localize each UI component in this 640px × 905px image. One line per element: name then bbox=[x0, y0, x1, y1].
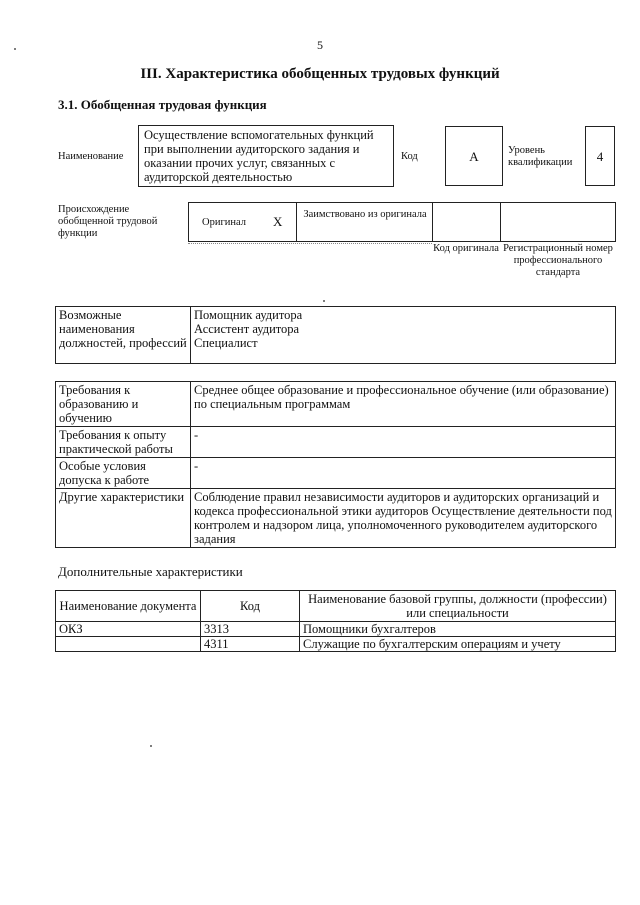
table-row bbox=[56, 637, 616, 652]
level-label: Уровень квалификации bbox=[508, 145, 573, 168]
table-cell: 4311 bbox=[201, 637, 300, 652]
code-original-label: Код оригинала bbox=[433, 243, 499, 254]
function-name-box: Осуществление вспомогательных функций при выполнении аудиторского задания и оказании прочих услуг, связанных с аудиторской деятельностью bbox=[138, 125, 394, 187]
table-row bbox=[56, 622, 616, 637]
reg-number-label: Регистрационный номер профессионального стандарта bbox=[503, 243, 613, 278]
section-title: III. Характеристика обобщенных трудовых функций bbox=[140, 66, 500, 82]
list-item: Помощник аудитора bbox=[194, 308, 303, 322]
table-row bbox=[56, 458, 616, 489]
table-cell: Помощники бухгалтеров bbox=[300, 622, 616, 637]
origin-label: Происхождение обобщенной трудовой функции bbox=[58, 204, 158, 239]
additional-table bbox=[55, 590, 616, 652]
column-header: Наименование документа bbox=[56, 591, 201, 622]
column-header: Код bbox=[201, 591, 300, 622]
origin-divider-3 bbox=[500, 203, 501, 241]
level-box bbox=[585, 126, 615, 186]
table-header-row bbox=[56, 591, 616, 622]
origin-table bbox=[188, 202, 616, 242]
origin-divider-2 bbox=[432, 203, 433, 241]
additional-title: Дополнительные характеристики bbox=[58, 564, 243, 579]
scan-speck bbox=[14, 48, 16, 50]
requirement-label: Особые условия допуска к работе bbox=[56, 458, 191, 489]
scan-speck bbox=[323, 300, 325, 302]
positions-label: Возможные наименования должностей, профессий bbox=[56, 307, 191, 364]
code-value: А bbox=[469, 149, 479, 164]
table-cell: ОКЗ bbox=[56, 622, 201, 637]
name-label: Наименование bbox=[58, 151, 124, 162]
requirement-label: Требования к опыту практической работы bbox=[56, 427, 191, 458]
requirement-value: - bbox=[191, 458, 616, 489]
scan-speck bbox=[150, 745, 152, 747]
code-box bbox=[445, 126, 503, 186]
requirement-label: Требования к образованию и обучению bbox=[56, 382, 191, 427]
positions-table bbox=[55, 306, 616, 364]
origin-baseline bbox=[188, 243, 432, 244]
table-cell bbox=[56, 637, 201, 652]
positions-list bbox=[191, 307, 616, 364]
page-number: 5 bbox=[317, 38, 323, 52]
column-header: Наименование базовой группы, должности (профессии) или специальности bbox=[300, 591, 616, 622]
table-row bbox=[56, 489, 616, 548]
subsection-title: 3.1. Обобщенная трудовая функция bbox=[58, 97, 267, 112]
table-row bbox=[56, 427, 616, 458]
requirements-table bbox=[55, 381, 616, 548]
origin-divider-1 bbox=[296, 203, 297, 241]
code-label: Код bbox=[401, 151, 418, 162]
list-item: Ассистент аудитора bbox=[194, 322, 300, 336]
original-label: Оригинал bbox=[202, 217, 246, 228]
table-cell: Служащие по бухгалтерским операциям и учету bbox=[300, 637, 616, 652]
table-cell: 3313 bbox=[201, 622, 300, 637]
table-row bbox=[56, 382, 616, 427]
original-mark: Х bbox=[273, 214, 283, 229]
table-row bbox=[56, 307, 616, 364]
requirement-label: Другие характеристики bbox=[56, 489, 191, 548]
requirement-value: Соблюдение правил независимости аудиторов и аудиторских организаций и кодекса профессиональной этики аудиторов Осуществление деятельности под контролем и надзором лица, уполномоченного руководителем аудиторского задания bbox=[191, 489, 616, 548]
level-value: 4 bbox=[596, 149, 604, 164]
list-item: Специалист bbox=[194, 336, 258, 350]
borrowed-label: Заимствовано из оригинала bbox=[303, 209, 427, 220]
requirement-value: Среднее общее образование и профессиональное обучение (или образование) по специальным программам bbox=[191, 382, 616, 427]
requirement-value: - bbox=[191, 427, 616, 458]
